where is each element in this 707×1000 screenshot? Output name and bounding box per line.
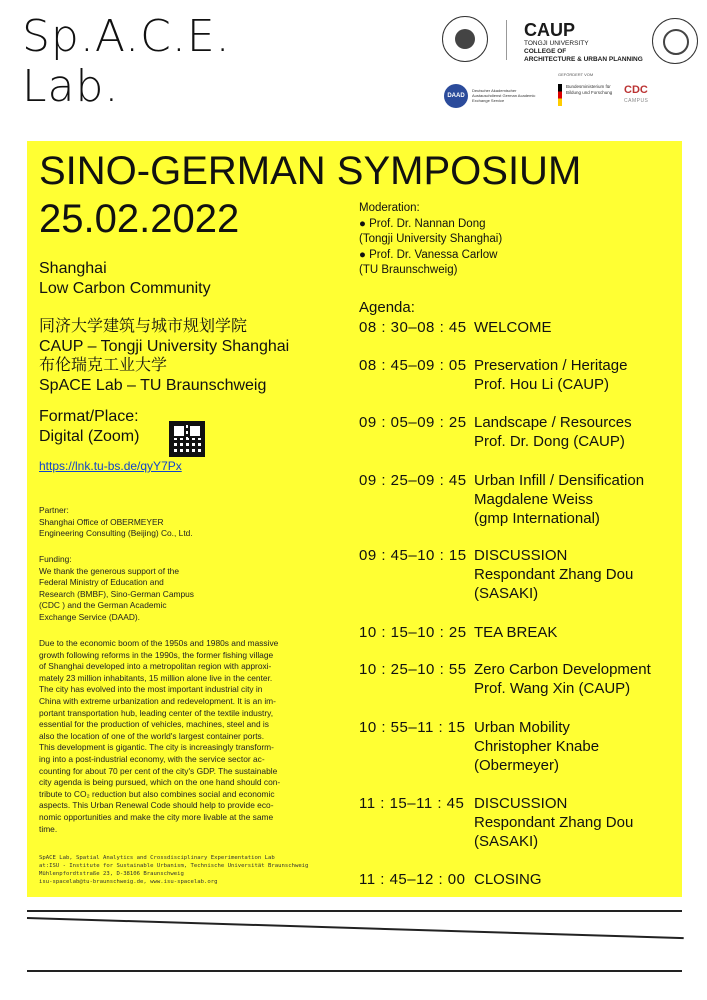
location-line: Low Carbon Community bbox=[39, 279, 211, 297]
agenda-time: 11 : 45–12 : 00 bbox=[359, 871, 466, 888]
logo-line-2: Lab. bbox=[22, 61, 120, 112]
funding-block bbox=[39, 554, 229, 623]
partner-logos bbox=[438, 12, 700, 122]
agenda-description bbox=[474, 870, 679, 889]
description-line: growth following reforms in the 1990s, the former fishing village bbox=[39, 649, 274, 660]
tu-braunschweig-seal-icon bbox=[442, 16, 488, 62]
institution-line: 布伦瑞克工业大学 bbox=[39, 357, 168, 374]
decor-stripe bbox=[27, 917, 684, 939]
logo-line-1: Sp.A.C.E. bbox=[22, 11, 231, 62]
description-line: counting for about 70 per cent of the city's GDP. The sustainable bbox=[39, 765, 278, 776]
partner-line: Partner: bbox=[39, 505, 69, 515]
institutions-block bbox=[39, 317, 289, 395]
description-line: of Shanghai developed into a metropolitan region with approxi- bbox=[39, 661, 272, 672]
agenda-description bbox=[474, 623, 679, 642]
partner-line: Engineering Consulting (Beijing) Co., Ltd. bbox=[39, 528, 193, 538]
funding-line: Research (BMBF), Sino-German Campus bbox=[39, 588, 194, 599]
agenda-line: Respondant Zhang Dou bbox=[474, 566, 634, 583]
agenda-line: DISCUSSION bbox=[474, 795, 568, 812]
agenda-time: 10 : 55–11 : 15 bbox=[359, 719, 466, 736]
description-line: nomic opportunities and make the city more livable at the same bbox=[39, 811, 274, 822]
agenda-description bbox=[474, 718, 679, 775]
bmbf-sponsor-label: GEFÖRDERT VOM bbox=[558, 72, 594, 77]
format-value: Digital (Zoom) bbox=[39, 427, 140, 445]
agenda-line: Zero Carbon Development bbox=[474, 661, 651, 678]
funding-line: Federal Ministry of Education and bbox=[39, 577, 164, 587]
agenda-line: (gmp International) bbox=[474, 510, 600, 527]
moderation-line: (Tongji University Shanghai) bbox=[359, 233, 503, 245]
funding-line: Funding: bbox=[39, 554, 72, 564]
agenda-line: Prof. Wang Xin (CAUP) bbox=[474, 680, 631, 697]
footer-line: isu-spacelab@tu-braunschweig.de, www.isu-spacelab.org bbox=[39, 879, 218, 885]
funding-line: (CDC ) and the German Academic bbox=[39, 600, 167, 610]
qr-code-icon[interactable] bbox=[169, 421, 205, 457]
description-line: ing into a post-industrial economy, with the service sector ac- bbox=[39, 753, 265, 764]
agenda-time: 09 : 25–09 : 45 bbox=[359, 472, 467, 489]
description-line: time. bbox=[39, 823, 58, 834]
agenda-line: Respondant Zhang Dou bbox=[474, 814, 634, 831]
moderation-line: (TU Braunschweig) bbox=[359, 264, 458, 276]
funding-line: We thank the generous support of the bbox=[39, 565, 179, 576]
agenda-line: Christopher Knabe bbox=[474, 738, 600, 755]
logo-divider bbox=[506, 20, 507, 60]
footer-line: at:ISU - Institute for Sustainable Urbanism, Technische Universität Braunschweig bbox=[39, 863, 309, 869]
cdc-subtitle: CAMPUS bbox=[624, 98, 649, 104]
agenda-line: (SASAKI) bbox=[474, 585, 539, 602]
agenda-description bbox=[474, 794, 679, 851]
format-block bbox=[39, 407, 139, 446]
footer-line: SpACE Lab, Spatial Analytics and Crossdisciplinary Experimentation Lab bbox=[39, 855, 275, 861]
agenda-line: WELCOME bbox=[474, 319, 552, 336]
description-line: Due to the economic boom of the 1950s and 1980s and massive bbox=[39, 638, 279, 648]
agenda-line: Prof. Dr. Dong (CAUP) bbox=[474, 433, 625, 450]
description-line: also the location of one of the world's largest container ports. bbox=[39, 730, 265, 741]
caup-title: CAUP bbox=[524, 20, 576, 40]
agenda-time: 11 : 15–11 : 45 bbox=[359, 795, 465, 812]
spacelab-logo bbox=[22, 12, 231, 112]
agenda-line: Magdalene Weiss bbox=[474, 491, 593, 508]
caup-sub-2: COLLEGE OF bbox=[524, 48, 567, 55]
description-line: The city has evolved into the most important industrial city in bbox=[39, 684, 263, 695]
description-line: tribute to CO₂ reduction but also combines social and economic bbox=[39, 788, 275, 799]
daad-subtitle: Deutscher Akademischer Austauschdienst German Academic Exchange Service bbox=[472, 88, 536, 103]
moderation-line: ● Prof. Dr. Vanessa Carlow bbox=[359, 248, 498, 261]
location-line: Shanghai bbox=[39, 260, 107, 277]
agenda-description bbox=[474, 546, 679, 603]
agenda-line: TEA BREAK bbox=[474, 624, 558, 641]
moderation-block bbox=[359, 201, 502, 279]
description-line: portant transportation hub, leading center of the textile industry, bbox=[39, 707, 274, 718]
symposium-title: SINO-GERMAN SYMPOSIUM bbox=[39, 149, 582, 193]
agenda-line: Landscape / Resources bbox=[474, 414, 632, 431]
partner-block bbox=[39, 505, 229, 540]
caup-logo bbox=[524, 20, 643, 64]
location-block bbox=[39, 259, 211, 298]
agenda-time: 10 : 15–10 : 25 bbox=[359, 624, 467, 641]
agenda-description bbox=[474, 413, 679, 451]
daad-logo: DAAD bbox=[444, 84, 468, 108]
footer-address bbox=[39, 854, 308, 886]
agenda-line: Urban Mobility bbox=[474, 719, 570, 736]
agenda-time: 08 : 45–09 : 05 bbox=[359, 357, 467, 374]
decor-stripe bbox=[27, 970, 682, 972]
agenda-description bbox=[474, 471, 679, 528]
symposium-date: 25.02.2022 bbox=[39, 197, 240, 241]
poster-panel bbox=[27, 141, 682, 897]
tongji-seal-icon bbox=[652, 18, 698, 64]
bmbf-logo: Bundesministerium für Bildung und Forschung bbox=[566, 84, 613, 95]
agenda-time: 09 : 45–10 : 15 bbox=[359, 547, 467, 564]
agenda-line: (SASAKI) bbox=[474, 833, 539, 850]
caup-sub-1: TONGJI UNIVERSITY bbox=[524, 40, 589, 47]
institution-line: SpACE Lab – TU Braunschweig bbox=[39, 376, 267, 394]
description-line: city agenda is being pursued, which on the one hand should con- bbox=[39, 777, 281, 788]
cdc-logo: CDC bbox=[624, 84, 648, 96]
agenda-time: 08 : 30–08 : 45 bbox=[359, 319, 467, 336]
description-line: essential for the production of vehicles, machines, steel and is bbox=[39, 719, 269, 730]
agenda-line: (Obermeyer) bbox=[474, 757, 560, 774]
agenda-line: Prof. Hou Li (CAUP) bbox=[474, 376, 610, 393]
agenda-description bbox=[474, 356, 679, 394]
description-line: aspects. This Urban Renewal Code should help to provide eco- bbox=[39, 800, 274, 811]
agenda-description bbox=[474, 318, 679, 337]
footer-line: Mühlenpfordtstraße 23, D-38106 Braunschweig bbox=[39, 871, 184, 877]
german-flag-icon bbox=[558, 84, 562, 106]
agenda-time: 10 : 25–10 : 55 bbox=[359, 661, 467, 678]
decor-stripe bbox=[27, 910, 682, 912]
funding-line: Exchange Service (DAAD). bbox=[39, 611, 141, 622]
caup-sub-3: ARCHITECTURE & URBAN PLANNING bbox=[524, 56, 643, 63]
description-line: China with extreme urbanization and redevelopment. It is an im- bbox=[39, 695, 276, 706]
agenda-line: Preservation / Heritage bbox=[474, 357, 628, 374]
description-line: This development is gigantic. The city is increasingly transform- bbox=[39, 742, 274, 753]
agenda-label: Agenda: bbox=[359, 299, 415, 316]
agenda-time: 09 : 05–09 : 25 bbox=[359, 414, 467, 431]
agenda-line: DISCUSSION bbox=[474, 547, 568, 564]
institution-line: CAUP – Tongji University Shanghai bbox=[39, 337, 290, 355]
partner-line: Shanghai Office of OBERMEYER bbox=[39, 516, 164, 527]
moderation-line: Moderation: bbox=[359, 202, 420, 214]
zoom-link[interactable]: https://lnk.tu-bs.de/qyY7Px bbox=[39, 459, 182, 473]
agenda-description bbox=[474, 660, 679, 698]
institution-line: 同济大学建筑与城市规划学院 bbox=[39, 318, 248, 335]
format-label: Format/Place: bbox=[39, 408, 139, 425]
description-line: mately 23 million inhabitants, 15 million alone live in the center. bbox=[39, 672, 273, 683]
agenda-line: Urban Infill / Densification bbox=[474, 472, 645, 489]
description-text bbox=[39, 638, 345, 835]
agenda-line: CLOSING bbox=[474, 871, 542, 888]
moderation-line: ● Prof. Dr. Nannan Dong bbox=[359, 217, 486, 230]
